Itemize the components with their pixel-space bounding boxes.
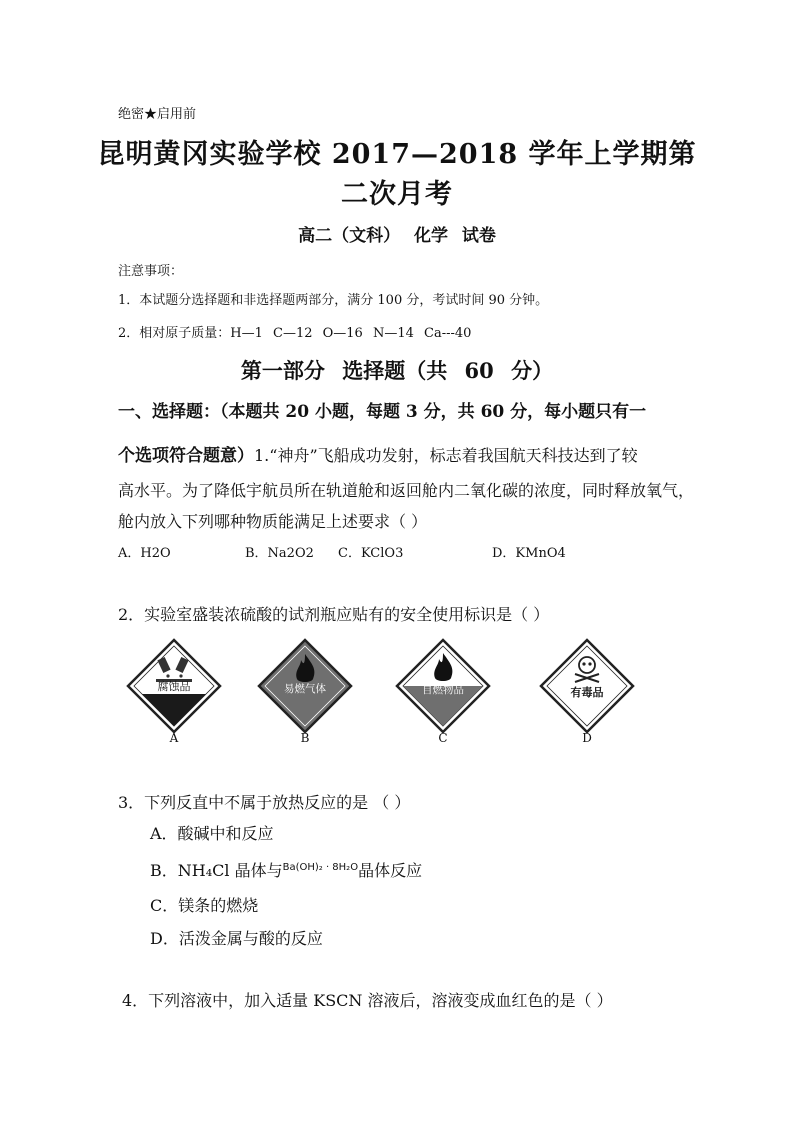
q2-stem: 2．实验室盛装浓硫酸的试剂瓶应贴有的安全使用标识是（ ）: [118, 605, 550, 624]
exam-title-line2: 二次月考: [341, 179, 453, 210]
note-item-1: 1．本试题分选择题和非选择题两部分，满分 100 分，考试时间 90 分钟。: [118, 293, 549, 308]
q1-option-c: C．KClO3: [338, 546, 404, 561]
sign-letter-b: B: [300, 731, 310, 745]
q1-first-line: [118, 441, 638, 466]
q3-option-b-formula: Ba(OH)₂ · 8H₂O: [282, 862, 359, 873]
sign-d-text: 有毒品: [570, 686, 604, 699]
sign-letter-a: A: [169, 731, 179, 745]
q3-option-b-tail: 晶体反应: [358, 861, 423, 880]
q1-option-a: A．H2O: [118, 546, 171, 561]
flammable-gas-sign: [255, 636, 355, 736]
section-heading: 一、选择题：（本题共 20 小题，每题 3 分，共 60 分，每小题只有一: [118, 402, 647, 422]
q1-option-b: B．Na2O2: [245, 546, 314, 561]
toxic-sign: [537, 636, 637, 736]
q3-option-d: D．活泼金属与酸的反应: [150, 929, 323, 948]
self-igniting-sign: [393, 636, 493, 736]
q3-option-c: C．镁条的燃烧: [150, 896, 259, 915]
part1-title: 第一部分 选择题（共 60 分）: [240, 358, 554, 383]
sign-c-text: 自燃物品: [422, 684, 464, 696]
sign-a-text: 腐蚀品: [157, 680, 191, 693]
exam-subtitle: 高二（文科） 化学 试卷: [298, 226, 496, 246]
sign-letter-c: C: [438, 731, 448, 745]
q1-stem-line1: 1.“神舟”飞船成功发射，标志着我国航天科技达到了较: [254, 446, 638, 465]
q3-stem: 3．下列反直中不属于放热反应的是 （ ）: [118, 793, 411, 812]
sign-b-text: 易燃气体: [284, 683, 326, 695]
sign-letter-d: D: [582, 731, 592, 745]
q3-option-b: [150, 858, 422, 881]
section-heading-cont: 个选项符合题意）: [118, 446, 254, 466]
q1-stem-line3: 舱内放入下列哪种物质能满足上述要求（ ）: [118, 512, 428, 531]
q4-stem: 4．下列溶液中，加入适量 KSCN 溶液后，溶液变成血红色的是（ ）: [122, 991, 613, 1010]
notes-label: 注意事项：: [118, 264, 184, 279]
q3-option-a: A．酸碱中和反应: [150, 824, 274, 843]
q3-option-b-label: B．NH₄Cl 晶体与: [150, 861, 283, 880]
q1-stem-line2: 高水平。为了降低宇航员所在轨道舱和返回舱内二氧化碳的浓度，同时释放氧气，: [118, 481, 695, 500]
corrosive-sign: [124, 636, 224, 736]
exam-title-line1: 昆明黄冈实验学校 2017—2018 学年上学期第: [97, 139, 697, 170]
q1-option-d: D．KMnO4: [492, 546, 566, 561]
note-item-2: 2．相对原子质量：H—1 C—12 O—16 N—14 Ca---40: [118, 326, 472, 341]
secret-label: 绝密★启用前: [118, 107, 197, 122]
